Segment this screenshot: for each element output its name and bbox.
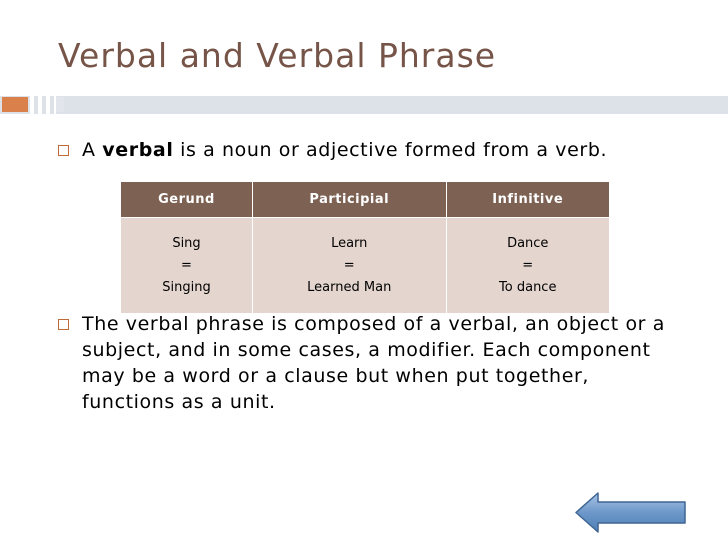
bullet-square-icon	[58, 319, 69, 330]
bullet-phrase	[58, 311, 678, 415]
header-infinitive: Infinitive	[446, 182, 609, 218]
cell-form: Learned Man	[307, 280, 392, 295]
cell-word: Learn	[331, 236, 368, 251]
cell-equals: =	[181, 258, 192, 273]
divider-stripes	[30, 96, 56, 114]
cell-participial	[253, 218, 447, 314]
cell-form: To dance	[499, 280, 557, 295]
cell-infinitive	[446, 218, 609, 314]
definition-term: verbal	[102, 139, 174, 161]
table-header-row	[121, 182, 609, 218]
slide-title: Verbal and Verbal Phrase	[58, 36, 497, 75]
cell-word: Sing	[172, 236, 201, 251]
left-arrow-icon[interactable]	[574, 491, 688, 534]
bullet-phrase-text: The verbal phrase is composed of a verbal, an object or a subject, and in some cases, a modifier. Each component may be a word or a clause but when put together, functions as a unit.	[82, 313, 665, 413]
cell-equals: =	[343, 258, 355, 273]
divider-block	[56, 97, 64, 112]
cell-word: Dance	[507, 236, 549, 251]
header-participial: Participial	[253, 182, 447, 218]
cell-gerund	[121, 218, 253, 314]
title-divider-bar	[0, 96, 728, 114]
accent-square	[2, 97, 28, 112]
definition-prefix: A	[82, 139, 103, 161]
verbal-types-table	[121, 182, 609, 313]
cell-form: Singing	[162, 280, 211, 295]
cell-equals: =	[522, 258, 534, 273]
header-gerund: Gerund	[121, 182, 253, 218]
bullet-definition	[58, 137, 678, 163]
bullet-definition-text	[82, 137, 678, 163]
table-row	[121, 218, 609, 314]
definition-suffix: is a noun or adjective formed from a verb.	[173, 139, 608, 161]
bullet-square-icon	[58, 145, 69, 156]
